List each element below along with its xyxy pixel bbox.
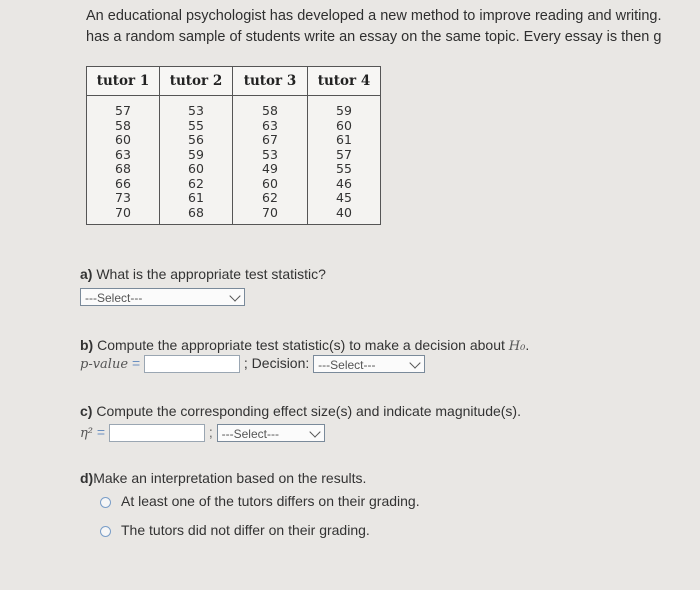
question-c-label: c) [80, 403, 93, 419]
table-header-row [87, 67, 381, 96]
interpretation-option-1[interactable] [100, 493, 420, 509]
score-cell: 68 [188, 204, 204, 220]
question-b-label: b) [80, 337, 94, 353]
score-cell: 70 [262, 204, 278, 220]
score-cell: 62 [262, 190, 278, 205]
score-cell: 63 [262, 117, 278, 133]
score-cell: 61 [188, 190, 204, 205]
score-cell: 59 [188, 146, 204, 162]
column-tutor-2 [160, 96, 233, 225]
question-d-label: d) [80, 470, 94, 486]
score-cell: 60 [188, 161, 204, 176]
problem-intro [86, 6, 700, 48]
effect-magnitude-select[interactable] [217, 424, 325, 442]
score-cell: 60 [262, 175, 278, 191]
score-cell: 58 [115, 117, 131, 133]
chevron-down-icon [309, 427, 320, 438]
header-tutor-4: tutor 4 [308, 67, 381, 96]
radio-button[interactable] [100, 497, 111, 508]
score-cell: 62 [188, 175, 204, 191]
score-cell: 68 [115, 161, 131, 176]
decision-select-value: ---Select--- [318, 358, 376, 373]
question-b-suffix: . [525, 337, 530, 353]
tutor-scores-table [86, 66, 381, 225]
header-tutor-2: tutor 2 [160, 67, 233, 96]
radio-button[interactable] [100, 526, 111, 537]
eta-squared-label: η² [80, 426, 93, 441]
chevron-down-icon [229, 290, 240, 301]
score-cell: 56 [188, 132, 204, 147]
decision-label: ; Decision: [243, 355, 310, 371]
column-tutor-3 [233, 96, 308, 225]
score-cell: 73 [115, 190, 131, 205]
p-value-input[interactable] [144, 355, 240, 373]
question-c-answer-row [80, 424, 325, 442]
score-cell: 66 [115, 175, 131, 191]
score-cell: 53 [262, 146, 278, 162]
header-tutor-3: tutor 3 [233, 67, 308, 96]
eta-squared-equals: = [96, 424, 106, 440]
score-cell: 60 [115, 132, 131, 147]
question-a-text: What is the appropriate test statistic? [92, 266, 326, 282]
score-cell: 55 [188, 117, 204, 133]
null-hypothesis-symbol: H₀ [508, 339, 526, 354]
eta-squared-input[interactable] [109, 424, 205, 442]
question-a [80, 266, 326, 282]
intro-line-1: An educational psychologist has developed a new method to improve reading and writing. [86, 8, 662, 24]
score-cell: 57 [115, 103, 131, 118]
score-cell: 60 [336, 117, 352, 133]
question-b [80, 337, 529, 354]
question-d-text: Make an interpretation based on the results. [93, 470, 367, 486]
table-data-row [87, 96, 381, 225]
column-tutor-4 [308, 96, 381, 225]
score-cell: 59 [336, 103, 352, 118]
question-b-answer-row [80, 355, 425, 373]
column-tutor-1 [87, 96, 160, 225]
score-cell: 61 [336, 132, 352, 147]
p-value-equals: = [131, 355, 141, 371]
question-c-text: Compute the corresponding effect size(s) and indicate magnitude(s). [92, 403, 521, 419]
test-statistic-select[interactable] [80, 288, 245, 306]
score-cell: 46 [336, 175, 352, 191]
score-cell: 63 [115, 146, 131, 162]
effect-size-separator: ; [208, 424, 213, 440]
question-a-label: a) [80, 266, 93, 282]
score-cell: 67 [262, 132, 278, 147]
chevron-down-icon [409, 358, 420, 369]
score-cell: 70 [115, 204, 131, 220]
header-tutor-1: tutor 1 [87, 67, 160, 96]
score-cell: 40 [336, 204, 352, 220]
interpretation-option-2[interactable] [100, 522, 370, 538]
interpretation-option-1-label: At least one of the tutors differs on their grading. [121, 493, 420, 509]
interpretation-option-2-label: The tutors did not differ on their grading. [121, 522, 370, 538]
p-value-label: p-value [80, 357, 129, 372]
score-cell: 45 [336, 190, 352, 205]
score-cell: 49 [262, 161, 278, 176]
question-c [80, 403, 521, 419]
score-cell: 58 [262, 103, 278, 118]
test-statistic-select-value: ---Select--- [85, 291, 143, 305]
decision-select[interactable] [313, 355, 425, 373]
score-cell: 57 [336, 146, 352, 162]
score-cell: 53 [188, 103, 204, 118]
question-b-text: Compute the appropriate test statistic(s) to make a decision about [93, 337, 509, 353]
intro-line-2: has a random sample of students write an essay on the same topic. Every essay is then g [86, 29, 662, 45]
effect-magnitude-select-value: ---Select--- [221, 427, 279, 442]
score-cell: 55 [336, 161, 352, 176]
question-d [80, 470, 366, 486]
